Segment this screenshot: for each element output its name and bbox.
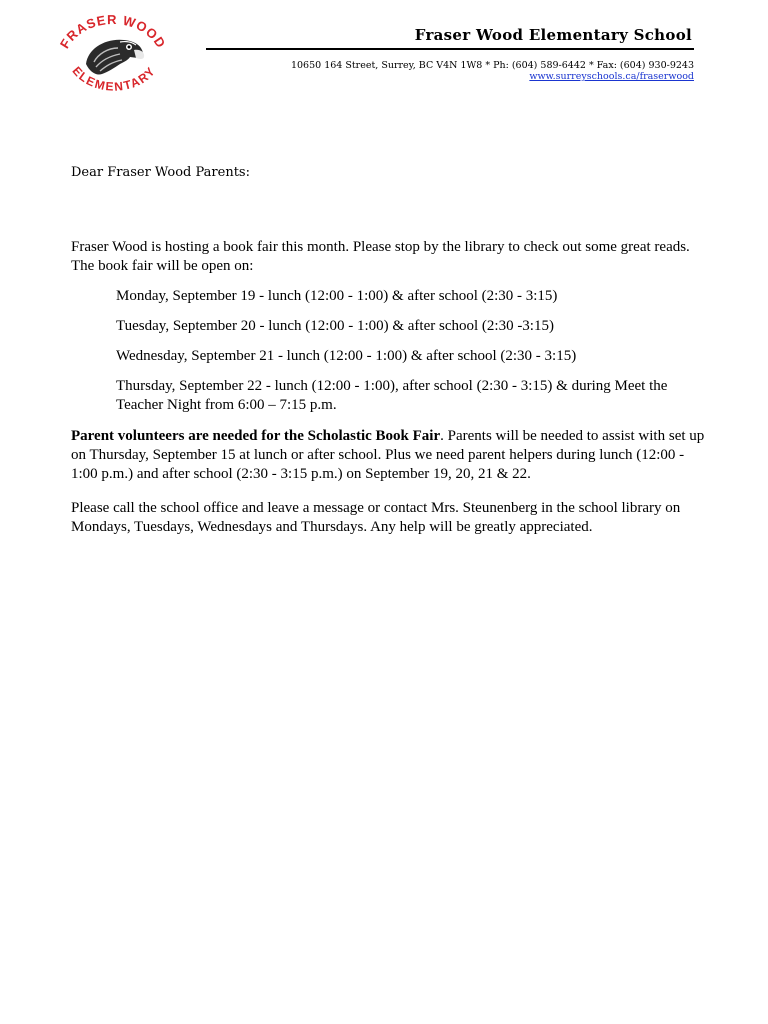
- contact-paragraph: Please call the school office and leave a message or contact Mrs. Steunenberg in the school library on Mondays, Tuesdays, Wednesdays and Thursdays. Any help will be greatly appreciated.: [71, 500, 681, 535]
- eagle-head-icon: [86, 40, 144, 75]
- schedule-item-monday: Monday, September 19 - lunch (12:00 - 1:00) & after school (2:30 - 3:15): [116, 288, 558, 304]
- letter-greeting: Dear Fraser Wood Parents:: [71, 165, 250, 180]
- schedule-item-wednesday: Wednesday, September 21 - lunch (12:00 - 1:00) & after school (2:30 - 3:15): [116, 348, 577, 364]
- schedule-list: [116, 287, 711, 415]
- schedule-item-tuesday: Tuesday, September 20 - lunch (12:00 - 1:00) & after school (2:30 -3:15): [116, 318, 554, 334]
- intro-paragraph: Fraser Wood is hosting a book fair this month. Please stop by the library to check out some great reads. The book fair will be open on:: [71, 239, 690, 274]
- school-logo: [50, 12, 176, 98]
- schedule-item-thursday: Thursday, September 22 - lunch (12:00 - 1:00), after school (2:30 - 3:15) & during Meet the Teacher Night from 6:00 – 7:15 p.m.: [116, 378, 668, 413]
- school-name: Fraser Wood Elementary School: [414, 26, 692, 44]
- school-website-link[interactable]: www.surreyschools.ca/fraserwood: [529, 71, 694, 82]
- header-divider: [206, 48, 694, 50]
- volunteer-paragraph: [71, 427, 711, 484]
- letter-body: [71, 238, 711, 537]
- volunteer-details: . Parents will be needed to assist with set up on Thursday, September 15 at lunch or after school. Plus we need parent helpers during lunch (12:00 - 1:00 p.m.) and after school (2:30 - 3:15 p.m.) on September 19, 20, 21 & 22.: [71, 428, 705, 482]
- logo-text-top: FRASER WOOD: [56, 12, 170, 52]
- logo-text-bottom: ELEMENTARY: [69, 63, 159, 94]
- volunteer-heading: Parent volunteers are needed for the Scholastic Book Fair: [71, 428, 441, 444]
- school-address: 10650 164 Street, Surrey, BC V4N 1W8 * Ph: (604) 589-6442 * Fax: (604) 930-9243: [290, 60, 694, 71]
